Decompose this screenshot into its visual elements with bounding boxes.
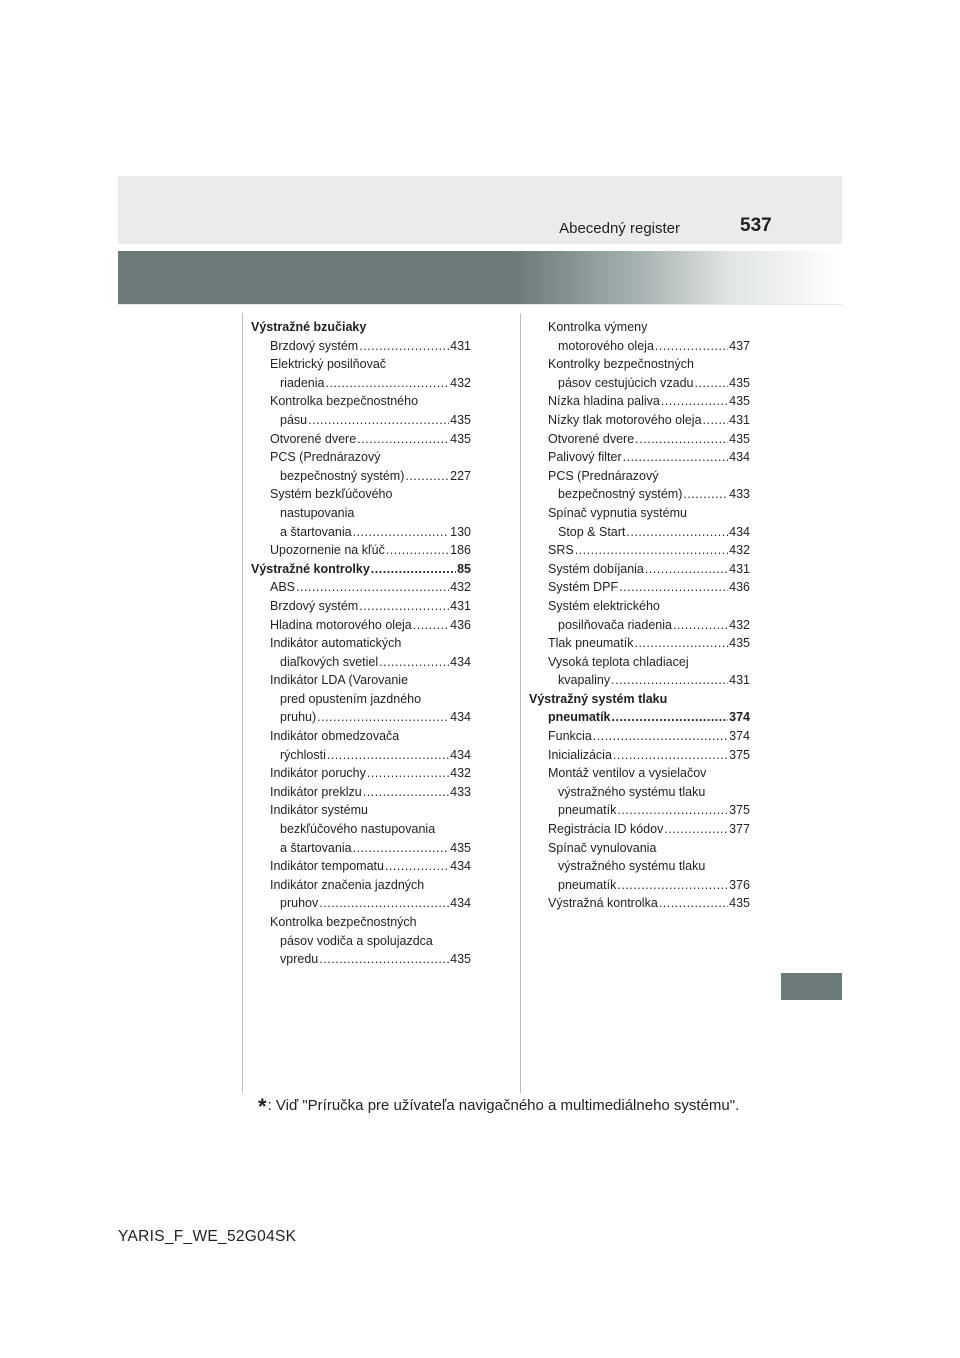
index-entry-text: riadenia xyxy=(280,375,325,390)
index-entry-page: 130 xyxy=(450,524,471,539)
index-entry xyxy=(529,523,750,542)
index-entry xyxy=(529,392,750,411)
dot-leader xyxy=(695,374,729,393)
index-entry xyxy=(529,374,750,393)
index-entry xyxy=(251,467,471,486)
index-entry-text: Vysoká teplota chladiacej xyxy=(548,654,689,669)
dot-leader xyxy=(367,764,449,783)
index-entry-text: Brzdový systém xyxy=(270,338,359,353)
dot-leader xyxy=(405,467,449,486)
index-entry-text: Nízka hladina paliva xyxy=(548,394,660,409)
index-entry xyxy=(251,746,471,765)
dot-leader xyxy=(619,578,728,597)
chapter-side-tab xyxy=(781,973,842,1000)
index-entry xyxy=(529,318,750,337)
index-entry xyxy=(251,727,471,746)
index-entry-page: 436 xyxy=(729,580,750,595)
index-entry-text: Indikátor obmedzovača xyxy=(270,729,400,744)
index-entry-text: posilňovača riadenia xyxy=(558,617,672,632)
index-entry-page: 431 xyxy=(450,598,471,613)
index-entry-text: Systém bezkľúčového xyxy=(270,487,393,502)
dot-leader xyxy=(634,634,728,653)
index-column-2 xyxy=(529,318,750,913)
index-entry-page: 434 xyxy=(450,654,471,669)
index-entry-text: Upozornenie na kľúč xyxy=(270,543,385,558)
index-entry-text: Indikátor preklzu xyxy=(270,784,362,799)
index-entry xyxy=(251,690,471,709)
index-entry-page: 435 xyxy=(729,636,750,651)
index-entry-text: Funkcia xyxy=(548,729,592,744)
index-entry xyxy=(251,820,471,839)
index-entry xyxy=(251,392,471,411)
index-entry-text: motorového oleja xyxy=(558,338,654,353)
index-entry-text: Spínač vynulovania xyxy=(548,840,657,855)
footnote-marker: * xyxy=(258,1094,267,1119)
index-entry-page: 435 xyxy=(450,431,471,446)
index-entry-page: 375 xyxy=(729,803,750,818)
index-entry-text: pneumatík xyxy=(548,710,611,725)
index-entry xyxy=(251,411,471,430)
index-entry xyxy=(251,671,471,690)
index-entry xyxy=(251,374,471,393)
index-entry-text: Indikátor poruchy xyxy=(270,766,366,781)
index-entry-page: 431 xyxy=(450,338,471,353)
index-entry-text: pásov cestujúcich vzadu xyxy=(558,375,694,390)
index-entry-page: 374 xyxy=(729,729,750,744)
index-entry-page: 434 xyxy=(450,859,471,874)
index-entry xyxy=(251,337,471,356)
index-entry-page: 374 xyxy=(729,710,750,725)
index-entry xyxy=(529,578,750,597)
index-entry xyxy=(529,653,750,672)
index-entry-text: Systém dobíjania xyxy=(548,561,644,576)
index-entry-page: 434 xyxy=(450,747,471,762)
index-entry xyxy=(529,764,750,783)
index-entry-page: 431 xyxy=(729,561,750,576)
index-entry-text: a štartovania xyxy=(280,840,352,855)
dot-leader xyxy=(661,392,728,411)
dot-leader xyxy=(612,708,729,727)
index-entry-text: Stop & Start xyxy=(558,524,626,539)
dot-leader xyxy=(319,950,449,969)
dot-leader xyxy=(645,560,728,579)
index-entry xyxy=(529,746,750,765)
index-entry xyxy=(529,857,750,876)
index-entry-page: 434 xyxy=(729,450,750,465)
index-entry xyxy=(251,504,471,523)
index-entry-text: Elektrický posilňovač xyxy=(270,357,387,372)
document-code: YARIS_F_WE_52G04SK xyxy=(118,1228,297,1245)
index-entry xyxy=(529,337,750,356)
dot-leader xyxy=(325,374,449,393)
index-entry xyxy=(529,355,750,374)
index-entry xyxy=(251,430,471,449)
footnote-text: : Viď "Príručka pre užívateľa navigačného a multimediálneho systému". xyxy=(267,1097,740,1114)
index-entry xyxy=(251,764,471,783)
index-entry-page: 186 xyxy=(450,543,471,558)
dot-leader xyxy=(308,411,449,430)
index-entry-page: 431 xyxy=(729,673,750,688)
index-entry xyxy=(251,541,471,560)
index-entry xyxy=(251,653,471,672)
column-rule-left xyxy=(242,313,243,1093)
dot-leader xyxy=(593,727,728,746)
index-entry xyxy=(251,485,471,504)
index-entry-text: Spínač vypnutia systému xyxy=(548,505,687,520)
dot-leader xyxy=(379,653,449,672)
index-entry-page: 432 xyxy=(450,580,471,595)
index-entry-page: 434 xyxy=(729,524,750,539)
page-number: 537 xyxy=(740,215,772,236)
index-entry xyxy=(529,839,750,858)
index-entry xyxy=(251,857,471,876)
index-entry-text: diaľkových svetiel xyxy=(280,654,379,669)
index-entry-text: pred opustením jazdného xyxy=(280,691,422,706)
index-entry xyxy=(251,876,471,895)
index-entry-page: 433 xyxy=(729,487,750,502)
index-entry-page: 377 xyxy=(729,822,750,837)
index-entry-text: pruhu) xyxy=(280,710,317,725)
index-entry-text: PCS (Prednárazový xyxy=(270,450,381,465)
index-entry xyxy=(251,932,471,951)
dot-leader xyxy=(617,876,728,895)
index-entry xyxy=(251,578,471,597)
dot-leader xyxy=(357,430,449,449)
dot-leader xyxy=(664,820,728,839)
index-entry-text: Indikátor LDA (Varovanie xyxy=(270,673,409,688)
index-entry-page: 435 xyxy=(450,952,471,967)
index-entry-page: 435 xyxy=(450,412,471,427)
index-entry-text: Kontrolka bezpečnostného xyxy=(270,394,419,409)
index-entry-text: nastupovania xyxy=(280,505,355,520)
index-entry-page: 435 xyxy=(450,840,471,855)
index-entry-text: bezpečnostný systém) xyxy=(558,487,683,502)
dot-leader xyxy=(363,783,449,802)
index-entry xyxy=(529,876,750,895)
index-column-1 xyxy=(251,318,471,969)
dot-leader xyxy=(623,448,729,467)
index-entry-text: Registrácia ID kódov xyxy=(548,822,664,837)
index-entry-text: ABS xyxy=(270,580,296,595)
index-entry-page: 432 xyxy=(450,766,471,781)
dot-leader xyxy=(635,430,728,449)
dot-leader xyxy=(359,597,449,616)
index-entry xyxy=(251,355,471,374)
header-divider xyxy=(118,304,842,305)
index-entry-text: PCS (Prednárazový xyxy=(548,468,659,483)
dot-leader xyxy=(385,857,449,876)
index-entry-text: bezkľúčového nastupovania xyxy=(280,822,436,837)
header-bar xyxy=(118,176,842,244)
index-entry-text: Hladina motorového oleja xyxy=(270,617,412,632)
index-entry-text: rýchlosti xyxy=(280,747,326,762)
dot-leader xyxy=(659,894,728,913)
index-entry-page: 376 xyxy=(729,877,750,892)
index-entry-text: bezpečnostný systém) xyxy=(280,468,405,483)
index-entry-page: 432 xyxy=(729,543,750,558)
index-entry xyxy=(529,690,750,709)
index-entry-text: výstražného systému tlaku xyxy=(558,784,706,799)
index-entry-page: 227 xyxy=(450,468,471,483)
dot-leader xyxy=(703,411,729,430)
index-entry xyxy=(251,708,471,727)
index-entry xyxy=(529,708,750,727)
header-gradient-band xyxy=(118,251,842,304)
dot-leader xyxy=(673,616,728,635)
index-entry xyxy=(529,485,750,504)
index-entry xyxy=(529,801,750,820)
index-entry-text: pneumatík xyxy=(558,877,617,892)
index-entry-text: Kontrolka výmeny xyxy=(548,320,648,334)
index-entry xyxy=(529,671,750,690)
index-entry xyxy=(529,504,750,523)
column-rule-middle xyxy=(520,313,521,1093)
index-entry xyxy=(529,541,750,560)
index-entry xyxy=(251,448,471,467)
index-entry-text: pásov vodiča a spolujazdca xyxy=(280,933,433,948)
index-entry-text: Indikátor automatických xyxy=(270,636,402,651)
index-entry-text: Tlak pneumatík xyxy=(548,636,634,651)
index-entry-page: 437 xyxy=(729,338,750,353)
index-entry-text: Kontrolky bezpečnostných xyxy=(548,357,694,372)
index-entry-text: Inicializácia xyxy=(548,747,612,762)
index-entry-text: Výstražné bzučiaky xyxy=(251,320,367,334)
index-entry xyxy=(251,801,471,820)
index-entry-page: 435 xyxy=(729,431,750,446)
dot-leader xyxy=(386,541,449,560)
dot-leader xyxy=(613,746,728,765)
index-entry xyxy=(251,839,471,858)
index-entry xyxy=(251,894,471,913)
index-entry-page: 432 xyxy=(729,617,750,632)
index-entry-text: Indikátor systému xyxy=(270,803,368,818)
index-entry-page: 436 xyxy=(450,617,471,632)
index-entry-text: Otvorené dvere xyxy=(548,431,635,446)
index-entry-page: 435 xyxy=(729,896,750,911)
dot-leader xyxy=(575,541,728,560)
dot-leader xyxy=(655,337,728,356)
index-entry-page: 433 xyxy=(450,784,471,799)
index-entry-text: Indikátor značenia jazdných xyxy=(270,877,425,892)
index-entry xyxy=(251,913,471,932)
dot-leader xyxy=(617,801,728,820)
dot-leader xyxy=(359,337,449,356)
index-entry xyxy=(251,597,471,616)
dot-leader xyxy=(317,708,449,727)
index-entry xyxy=(529,597,750,616)
index-entry-page: 375 xyxy=(729,747,750,762)
index-entry xyxy=(251,523,471,542)
index-entry xyxy=(529,616,750,635)
index-entry-text: Kontrolka bezpečnostných xyxy=(270,915,417,929)
dot-leader xyxy=(319,894,449,913)
index-entry-text: výstražného systému tlaku xyxy=(558,859,706,874)
dot-leader xyxy=(371,560,456,579)
index-entry-page: 435 xyxy=(729,375,750,390)
dot-leader xyxy=(296,578,449,597)
index-entry-text: Indikátor tempomatu xyxy=(270,859,384,874)
index-entry xyxy=(529,467,750,486)
index-entry xyxy=(529,727,750,746)
dot-leader xyxy=(413,616,449,635)
index-entry-text: Výstražná kontrolka xyxy=(548,896,658,911)
index-entry-text: Palivový filter xyxy=(548,450,622,465)
index-entry xyxy=(529,560,750,579)
index-entry-text: Otvorené dvere xyxy=(270,431,357,446)
index-entry-text: Výstražné kontrolky xyxy=(251,561,370,576)
index-entry-text: Výstražný systém tlaku xyxy=(529,691,668,706)
index-entry xyxy=(529,411,750,430)
index-entry xyxy=(529,894,750,913)
index-entry xyxy=(529,448,750,467)
index-entry-text: kvapaliny xyxy=(558,673,611,688)
index-entry-text: a štartovania xyxy=(280,524,352,539)
index-entry-text: vpredu xyxy=(280,952,319,967)
index-entry-text: Systém elektrického xyxy=(548,598,660,613)
index-entry-text: Brzdový systém xyxy=(270,598,359,613)
index-entry-page: 435 xyxy=(729,394,750,409)
footnote xyxy=(258,1094,739,1120)
index-entry xyxy=(529,634,750,653)
index-entry-text: pruhov xyxy=(280,896,319,911)
dot-leader xyxy=(626,523,728,542)
dot-leader xyxy=(611,671,728,690)
index-entry-page: 434 xyxy=(450,710,471,725)
index-entry-page: 85 xyxy=(457,561,471,576)
index-entry xyxy=(251,560,471,579)
index-entry-text: Systém DPF xyxy=(548,580,619,595)
index-entry xyxy=(529,783,750,802)
dot-leader xyxy=(353,839,450,858)
index-entry xyxy=(251,950,471,969)
dot-leader xyxy=(353,523,450,542)
index-entry-page: 432 xyxy=(450,375,471,390)
index-entry xyxy=(529,430,750,449)
index-entry xyxy=(251,616,471,635)
index-entry xyxy=(529,820,750,839)
index-entry-text: SRS xyxy=(548,543,574,558)
index-entry-text: Montáž ventilov a vysielačov xyxy=(548,766,707,781)
index-entry-text: pneumatík xyxy=(558,803,617,818)
index-entry-text: pásu xyxy=(280,412,308,427)
section-title: Abecedný register xyxy=(559,220,680,237)
dot-leader xyxy=(683,485,728,504)
index-entry xyxy=(251,318,471,337)
index-entry-text: Nízky tlak motorového oleja xyxy=(548,412,702,427)
dot-leader xyxy=(327,746,449,765)
index-entry xyxy=(251,634,471,653)
index-entry xyxy=(251,783,471,802)
index-entry-page: 434 xyxy=(450,896,471,911)
index-entry-page: 431 xyxy=(729,412,750,427)
